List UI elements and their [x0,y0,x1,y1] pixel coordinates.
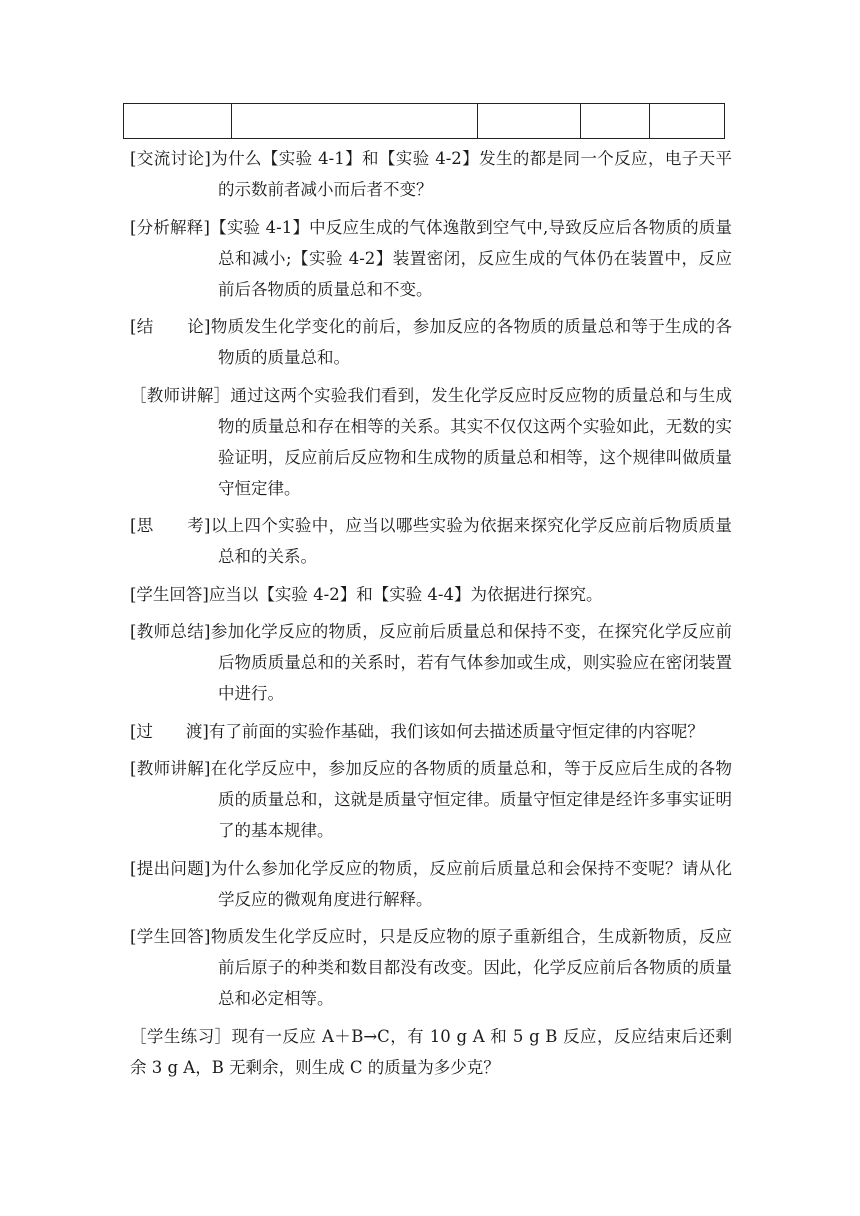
section-tag: [分析解释] [130,217,210,237]
section-tag: [教师总结] [130,622,211,641]
section-tag: [结 论] [130,317,211,336]
paragraph-text: 以上四个实验中，应当以哪些实验为依据来探究化学反应前后物质质量总和的关系。 [210,516,733,566]
paragraph-teacher-summary [130,616,732,709]
paragraph-student-answer [130,579,732,610]
paragraph-student-answer-2 [130,921,732,1014]
paragraph-student-exercise [130,1021,732,1083]
lesson-body [130,143,732,1089]
paragraph-text: 有了前面的实验作基础，我们该如何去描述质量守恒定律的内容呢？ [208,721,704,741]
paragraph-teacher-explanation [130,380,732,504]
table-cell [232,104,478,138]
paragraph-thinking [130,510,732,572]
section-tag: ［教师讲解］ [130,385,231,405]
section-tag: [思 考] [130,516,211,535]
paragraph-text: 为什么参加化学反应的物质，反应前后质量总和会保持不变呢？请从化学反应的微观角度进行解释。 [210,858,733,909]
paragraph-analysis [130,212,732,305]
paragraph-text: 参加化学反应的物质，反应前后质量总和保持不变，在探究化学反应前后物质质量总和的关系时，若有气体参加或生成，则实验应在密闭装置中进行。 [210,622,733,703]
table-cell [124,104,232,138]
paragraph-teacher-explanation-2 [130,753,732,846]
paragraph-text: 在化学反应中，参加反应的各物质的质量总和，等于反应后生成的各物质的质量总和，这就是质量守恒定律。质量守恒定律是经许多事实证明了的基本规律。 [210,759,733,840]
table-fragment-row [123,103,725,139]
section-tag: ［学生练习］ [130,1026,232,1046]
section-tag: [学生回答] [130,584,209,604]
section-tag: [学生回答] [130,927,211,946]
section-tag: [过 渡] [130,721,209,741]
paragraph-question [130,853,732,915]
paragraph-text: 通过这两个实验我们看到，发生化学反应时反应物的质量总和与生成物的质量总和存在相等的关系。其实不仅仅这两个实验如此，无数的实验证明，反应前后反应物和生成物的质量总和相等，这个规律叫做质量守恒定律。 [218,385,733,498]
table-cell [581,104,650,138]
table-cell [650,104,724,138]
paragraph-text: 为什么【实验 4-1】和【实验 4-2】发生的都是同一个反应，电子天平的示数前者减小而后者不变？ [210,149,733,199]
section-tag: [交流讨论] [130,149,211,168]
paragraph-text: 【实验 4-1】中反应生成的气体逸散到空气中,导致反应后各物质的质量总和减小;【实验 4-2】装置密闭，反应生成的气体仍在装置中，反应前后各物质的质量总和不变。 [209,217,733,299]
section-tag: [提出问题] [130,858,211,878]
paragraph-text: 物质发生化学变化的前后，参加反应的各物质的质量总和等于生成的各物质的质量总和。 [210,317,733,367]
table-cell [478,104,581,138]
paragraph-conclusion [130,311,732,373]
paragraph-text: 物质发生化学反应时，只是反应物的原子重新组合，生成新物质，反应前后原子的种类和数目都没有改变。因此，化学反应前后各物质的质量总和必定相等。 [210,927,733,1008]
paragraph-text: 应当以【实验 4-2】和【实验 4-4】为依据进行探究。 [208,584,603,604]
paragraph-transition [130,716,732,747]
paragraph-discussion [130,143,732,205]
paragraph-text: 现有一反应 A＋B→C，有 10 g A 和 5 g B 反应，反应结束后还剩余 3 g A，B 无剩余，则生成 C 的质量为多少克？ [130,1026,733,1077]
section-tag: [教师讲解] [130,759,211,778]
